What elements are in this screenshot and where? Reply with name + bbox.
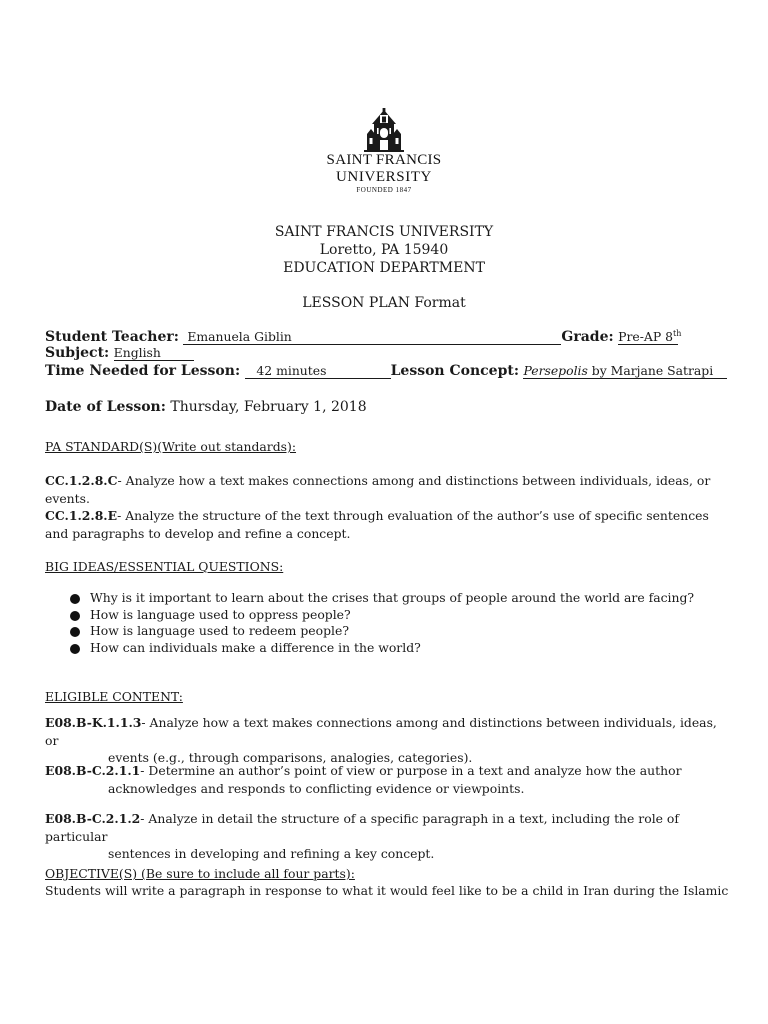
big-idea-text: How is language used to redeem people?: [90, 623, 349, 638]
eligible-text: - Determine an author’s point of view or purpose in a text and analyze how the author: [140, 763, 682, 778]
big-ideas-heading: BIG IDEAS/ESSENTIAL QUESTIONS:: [45, 559, 284, 574]
bullet-icon: [70, 611, 80, 621]
bullet-icon: [70, 644, 80, 654]
time-value: 42 minutes: [256, 363, 327, 378]
date-row: [45, 398, 367, 416]
university-name: SAINT FRANCIS UNIVERSITY: [274, 224, 494, 240]
objectives-heading: OBJECTIVE(S) (Be sure to include all four parts):: [45, 866, 355, 881]
list-item: [70, 640, 694, 657]
logo-text-founded: FOUNDED 1847: [356, 186, 412, 194]
standard-item: [45, 507, 725, 542]
pa-standards-heading: PA STANDARD(S)(Write out standards):: [45, 439, 297, 454]
standard-text: - Analyze how a text makes connections among and distinctions between individuals, ideas, or events.: [45, 473, 711, 506]
standard-item: [45, 472, 725, 507]
big-idea-text: How can individuals make a difference in the world?: [90, 639, 421, 655]
eligible-item: [45, 714, 725, 767]
big-idea-text: Why is it important to learn about the crises that groups of people around the world are facing?: [90, 590, 695, 605]
eligible-text: - Analyze in detail the structure of a specific paragraph in a text, including the role of particular: [45, 811, 679, 844]
logo-text-line1: SAINT FRANCIS: [326, 152, 442, 168]
subject-value: English: [114, 345, 194, 361]
concept-author: by Marjane Satrapi: [587, 363, 714, 378]
grade-label: Grade:: [561, 329, 614, 346]
university-logo: [318, 108, 450, 208]
list-item: [70, 607, 694, 624]
university-location: Loretto, PA 15940: [319, 242, 449, 258]
subject-row: [45, 344, 194, 362]
subject-label: Subject:: [45, 345, 110, 361]
eligible-item: [45, 762, 725, 797]
department-name: EDUCATION DEPARTMENT: [283, 260, 485, 276]
concept-label: Lesson Concept:: [390, 363, 519, 379]
eligible-code: E08.B-K.1.1.3: [45, 715, 142, 730]
big-ideas-list: [70, 590, 694, 656]
standard-text: - Analyze the structure of the text through evaluation of the author’s use of specific sentences and paragraphs to develop and refine a concept.: [45, 508, 709, 541]
lesson-plan-title: LESSON PLAN Format: [302, 295, 466, 311]
date-label: Date of Lesson:: [45, 399, 166, 415]
objectives-text: Students will write a paragraph in response to what it would feel like to be a child in Iran during the Islamic: [45, 883, 729, 898]
date-value: Thursday, February 1, 2018: [170, 399, 367, 415]
building-icon: [364, 108, 404, 152]
eligible-code: E08.B-C.2.1.1: [45, 763, 141, 778]
eligible-text-continued: sentences in developing and refining a key concept.: [108, 846, 435, 861]
student-teacher-label: Student Teacher:: [45, 329, 179, 346]
eligible-text: - Analyze how a text makes connections among and distinctions between individuals, ideas, or: [45, 715, 717, 748]
concept-title: Persepolis: [523, 363, 588, 378]
list-item: [70, 623, 694, 640]
eligible-item: [45, 810, 725, 863]
bullet-icon: [70, 594, 80, 604]
eligible-text-continued: events (e.g., through comparisons, analogies, categories).: [108, 750, 473, 765]
list-item: [70, 590, 694, 607]
eligible-content-heading: ELIGIBLE CONTENT:: [45, 689, 183, 704]
logo-text-line2: UNIVERSITY: [336, 169, 432, 185]
grade-value: Pre-AP 8: [618, 329, 673, 345]
standard-code: CC.1.2.8.C: [45, 473, 118, 488]
time-label: Time Needed for Lesson:: [45, 363, 241, 379]
eligible-text-continued: acknowledges and responds to conflicting evidence or viewpoints.: [108, 780, 525, 796]
eligible-code: E08.B-C.2.1.2: [45, 811, 141, 826]
bullet-icon: [70, 627, 80, 637]
big-idea-text: How is language used to oppress people?: [90, 606, 351, 622]
standard-code: CC.1.2.8.E: [45, 508, 118, 523]
time-row: [45, 362, 727, 380]
grade-suffix: th: [673, 329, 682, 338]
student-teacher-value: Emanuela Giblin: [187, 329, 292, 345]
